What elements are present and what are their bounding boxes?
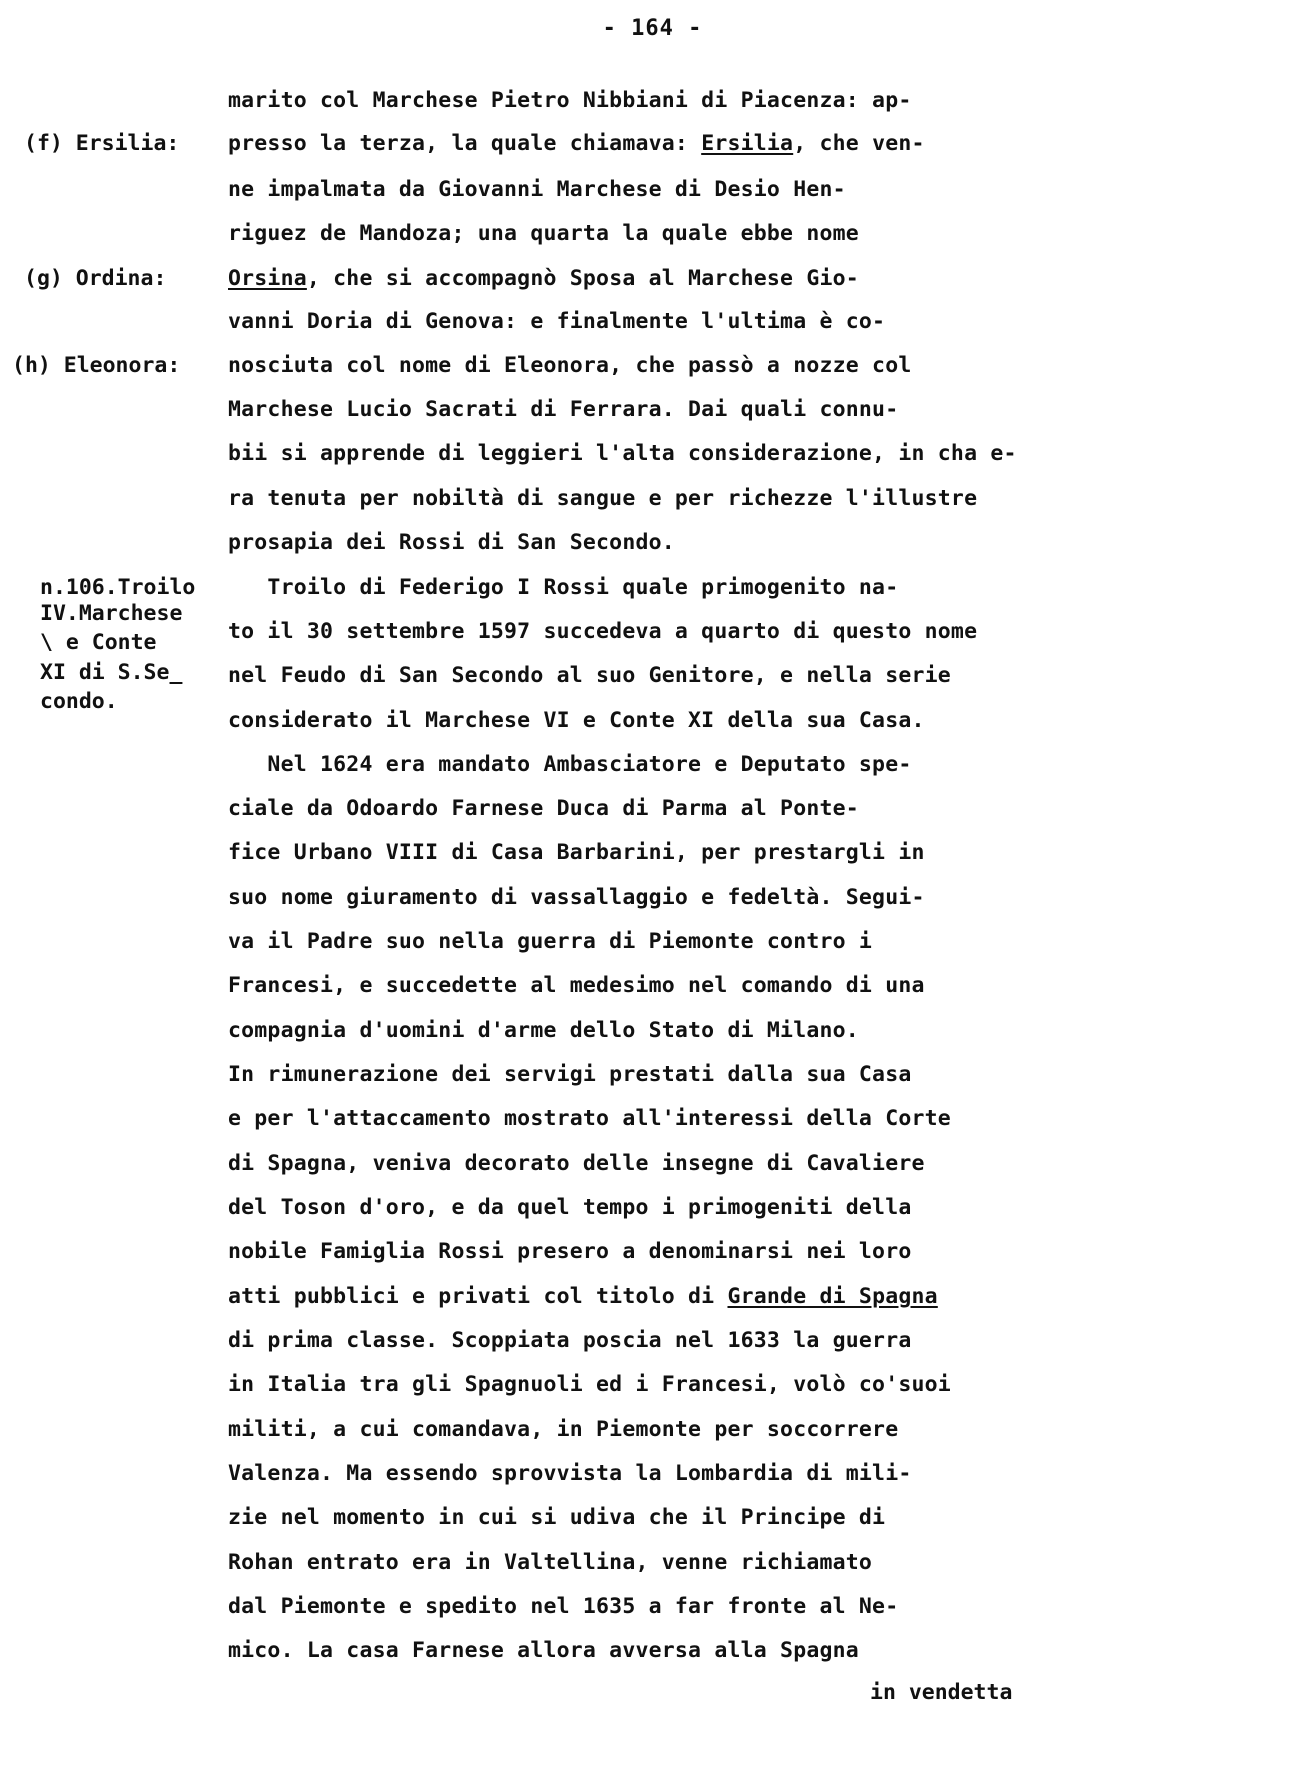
text-line: ciale da Odoardo Farnese Duca di Parma al Ponte- xyxy=(228,796,859,821)
text-line: to il 30 settembre 1597 succedeva a quarto di questo nome xyxy=(228,619,978,644)
margin-note-orsina: (g) Ordina: xyxy=(24,266,167,291)
underlined-title: Grande di Spagna xyxy=(727,1284,938,1309)
text-line: in Italia tra gli Spagnuoli ed i Francesi, volò co'suoi xyxy=(228,1372,951,1397)
page-number: - 164 - xyxy=(602,16,703,41)
text-line: di prima classe. Scoppiata poscia nel 1633 la guerra xyxy=(228,1328,912,1353)
text-line: ra tenuta per nobiltà di sangue e per richezze l'illustre xyxy=(228,486,978,511)
text-line: mico. La casa Farnese allora avversa alla Spagna xyxy=(228,1638,859,1663)
text-line: In rimunerazione dei servigi prestati dalla sua Casa xyxy=(228,1062,912,1087)
text-line: Orsina, che si accompagnò Sposa al Marchese Gio- xyxy=(228,266,859,291)
underlined-name: Orsina xyxy=(228,266,307,291)
underlined-name: Ersilia xyxy=(701,131,794,156)
text-line: atti pubblici e privati col titolo di Grande di Spagna xyxy=(228,1284,938,1309)
text-line: di Spagna, veniva decorato delle insegne di Cavaliere xyxy=(228,1151,925,1176)
text-line: compagnia d'uomini d'arme dello Stato di Milano. xyxy=(228,1018,859,1043)
text-line: considerato il Marchese VI e Conte XI della sua Casa. xyxy=(228,708,925,733)
margin-note-troilo-4: XI di S.Se_ xyxy=(40,660,183,685)
text-line: presso la terza, la quale chiamava: Ersilia, che ven- xyxy=(228,131,925,156)
text-line: riguez de Mandoza; una quarta la quale ebbe nome xyxy=(228,221,859,246)
margin-note-ersilia: (f) Ersilia: xyxy=(24,131,180,156)
text-line: prosapia dei Rossi di San Secondo. xyxy=(228,530,675,555)
text-line: militi, a cui comandava, in Piemonte per soccorrere xyxy=(228,1417,899,1442)
text-line: Rohan entrato era in Valtellina, venne richiamato xyxy=(228,1550,873,1575)
text-line: Nel 1624 era mandato Ambasciatore e Deputato spe- xyxy=(228,752,912,777)
text-line: Marchese Lucio Sacrati di Ferrara. Dai quali connu- xyxy=(228,397,899,422)
text-line: nobile Famiglia Rossi presero a denominarsi nei loro xyxy=(228,1239,912,1264)
text-line: del Toson d'oro, e da quel tempo i primogeniti della xyxy=(228,1195,912,1220)
text-line: zie nel momento in cui si udiva che il Principe di xyxy=(228,1505,886,1530)
text-line: fice Urbano VIII di Casa Barbarini, per prestargli in xyxy=(228,840,925,865)
margin-note-troilo-2: IV.Marchese xyxy=(40,601,183,626)
margin-note-eleonora: (h) Eleonora: xyxy=(12,353,181,378)
text-line: va il Padre suo nella guerra di Piemonte contro i xyxy=(228,929,873,954)
text-line: marito col Marchese Pietro Nibbiani di Piacenza: ap- xyxy=(228,88,912,113)
text-line: suo nome giuramento di vassallaggio e fedeltà. Segui- xyxy=(228,885,925,910)
margin-note-troilo-5: condo. xyxy=(40,689,118,714)
text-line: nosciuta col nome di Eleonora, che passò a nozze col xyxy=(228,353,912,378)
catchword: in vendetta xyxy=(870,1680,1013,1705)
text-line: Francesi, e succedette al medesimo nel comando di una xyxy=(228,973,925,998)
text-line: nel Feudo di San Secondo al suo Genitore, e nella serie xyxy=(228,663,951,688)
text-line: dal Piemonte e spedito nel 1635 a far fronte al Ne- xyxy=(228,1594,899,1619)
margin-note-troilo-3: \ e Conte xyxy=(40,630,157,655)
text-line: Troilo di Federigo I Rossi quale primogenito na- xyxy=(228,575,899,600)
margin-note-troilo-1: n.106.Troilo xyxy=(40,575,196,600)
text-line: vanni Doria di Genova: e finalmente l'ultima è co- xyxy=(228,309,886,334)
text-line: ne impalmata da Giovanni Marchese di Desio Hen- xyxy=(228,177,846,202)
text-line: e per l'attaccamento mostrato all'interessi della Corte xyxy=(228,1106,951,1131)
text-line: bii si apprende di leggieri l'alta considerazione, in cha e- xyxy=(228,441,1017,466)
text-line: Valenza. Ma essendo sprovvista la Lombardia di mili- xyxy=(228,1461,912,1486)
